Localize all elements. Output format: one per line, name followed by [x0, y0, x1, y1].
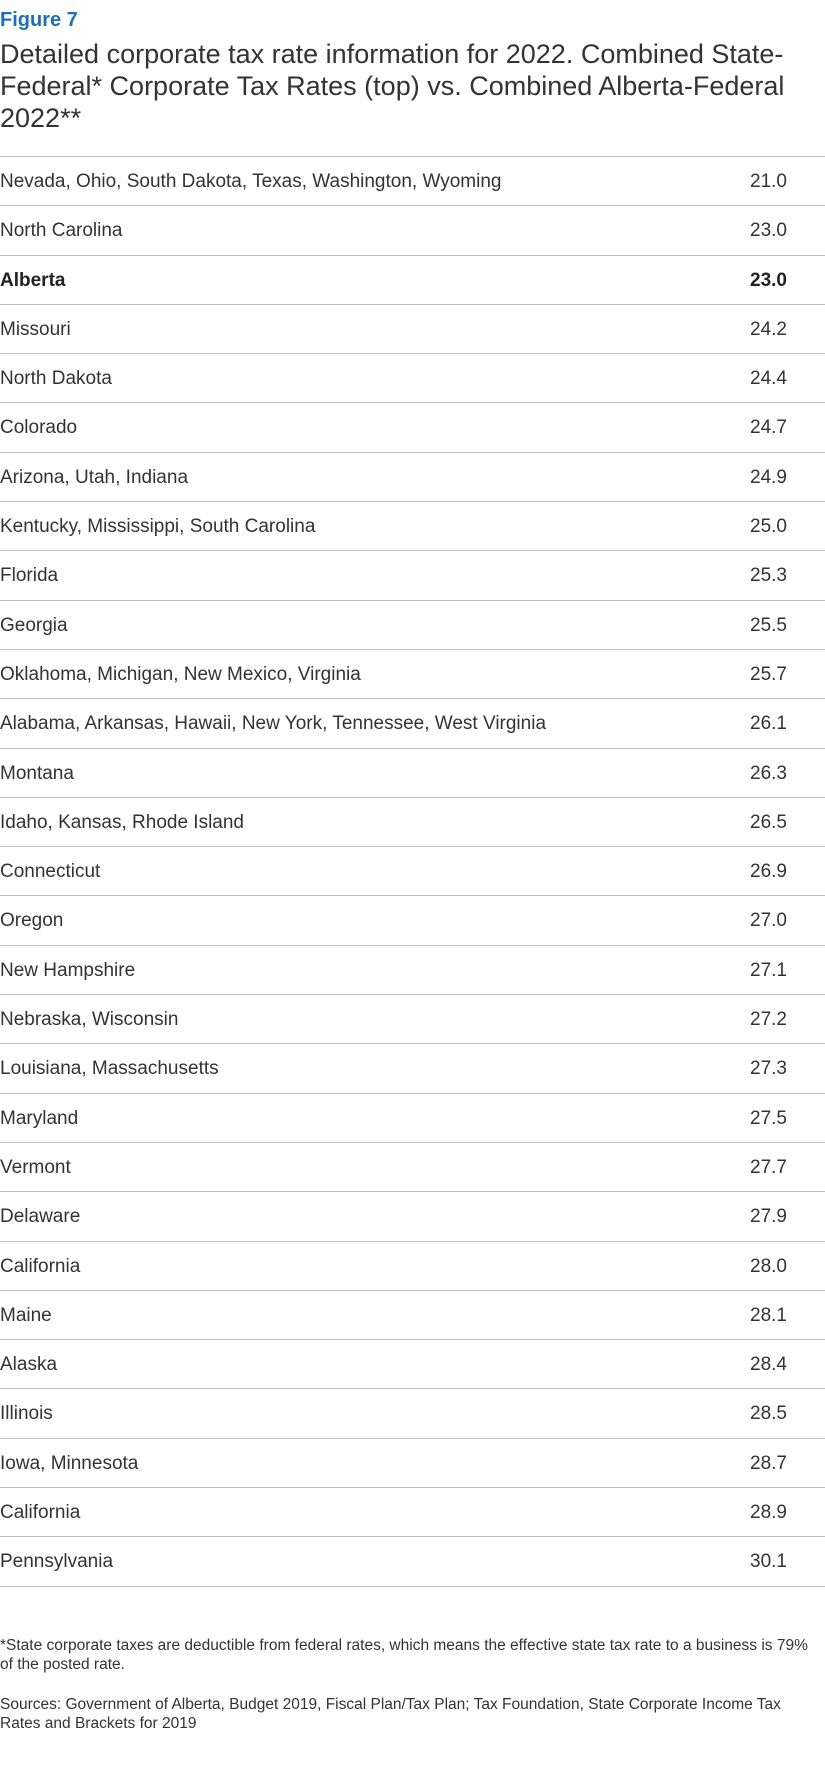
row-rate: 23.0 — [750, 220, 787, 242]
row-rate: 28.9 — [750, 1502, 787, 1524]
row-jurisdiction: Vermont — [0, 1156, 71, 1178]
table-row — [0, 354, 825, 403]
row-jurisdiction: Connecticut — [0, 861, 101, 883]
row-jurisdiction: Oklahoma, Michigan, New Mexico, Virginia — [0, 663, 361, 685]
table-row — [0, 502, 825, 551]
table-row — [0, 1439, 825, 1488]
row-jurisdiction: Alaska — [0, 1354, 58, 1376]
row-jurisdiction: Pennsylvania — [0, 1551, 114, 1573]
row-jurisdiction: Montana — [0, 762, 74, 784]
table-row — [0, 749, 825, 798]
figure-title: Detailed corporate tax rate information for 2022. Combined State-Federal* Corporate Tax Rates (top) vs. Combined Alberta-Federal 2022** — [0, 39, 785, 133]
row-rate: 27.9 — [750, 1206, 787, 1228]
table-row — [0, 699, 825, 748]
row-rate: 24.9 — [750, 466, 787, 488]
row-jurisdiction: Alabama, Arkansas, Hawaii, New York, Tennessee, West Virginia — [0, 713, 547, 735]
row-jurisdiction: Iowa, Minnesota — [0, 1452, 139, 1474]
table-row — [0, 946, 825, 995]
table-row — [0, 798, 825, 847]
row-rate: 24.2 — [750, 318, 787, 340]
row-jurisdiction: Maine — [0, 1304, 52, 1326]
row-rate: 24.7 — [750, 417, 787, 439]
table-row — [0, 1537, 825, 1586]
row-rate: 28.1 — [750, 1304, 787, 1326]
table-row — [0, 551, 825, 600]
table-row — [0, 1488, 825, 1537]
row-rate: 26.5 — [750, 811, 787, 833]
row-rate: 27.5 — [750, 1107, 787, 1129]
row-rate: 30.1 — [750, 1551, 787, 1573]
table-row — [0, 305, 825, 354]
table-row — [0, 256, 825, 305]
footnote: *State corporate taxes are deductible from federal rates, which means the effective state tax rate to a business is 79% of the posted rate. — [0, 1637, 808, 1673]
row-rate: 25.7 — [750, 663, 787, 685]
row-rate: 28.4 — [750, 1354, 787, 1376]
row-rate: 28.7 — [750, 1452, 787, 1474]
row-rate: 26.9 — [750, 861, 787, 883]
row-jurisdiction: Missouri — [0, 318, 71, 340]
table-row — [0, 601, 825, 650]
table-row — [0, 650, 825, 699]
row-jurisdiction: Louisiana, Massachusetts — [0, 1058, 219, 1080]
row-jurisdiction: New Hampshire — [0, 959, 136, 981]
row-rate: 25.0 — [750, 516, 787, 538]
row-jurisdiction: Arizona, Utah, Indiana — [0, 466, 189, 488]
row-rate: 27.2 — [750, 1009, 787, 1031]
row-jurisdiction: California — [0, 1255, 81, 1277]
row-rate: 25.3 — [750, 565, 787, 587]
row-jurisdiction: Delaware — [0, 1206, 81, 1228]
row-jurisdiction: Alberta — [0, 269, 66, 291]
table-row — [0, 1340, 825, 1389]
row-jurisdiction: North Dakota — [0, 368, 112, 390]
row-jurisdiction: Nebraska, Wisconsin — [0, 1009, 179, 1031]
table-row — [0, 1094, 825, 1143]
table-row — [0, 1143, 825, 1192]
row-rate: 28.0 — [750, 1255, 787, 1277]
table-row — [0, 157, 825, 206]
row-jurisdiction: North Carolina — [0, 220, 123, 242]
row-jurisdiction: Nevada, Ohio, South Dakota, Texas, Washington, Wyoming — [0, 171, 502, 192]
row-jurisdiction: Colorado — [0, 417, 78, 439]
row-rate: 21.0 — [750, 171, 787, 192]
table-row — [0, 206, 825, 255]
table-row — [0, 403, 825, 452]
row-rate: 27.1 — [750, 959, 787, 981]
row-jurisdiction: Maryland — [0, 1107, 79, 1129]
tax-rate-table — [0, 156, 825, 1587]
table-row — [0, 1389, 825, 1438]
table-row — [0, 453, 825, 502]
row-rate: 27.7 — [750, 1156, 787, 1178]
table-row — [0, 896, 825, 945]
row-rate: 27.3 — [750, 1058, 787, 1080]
table-row — [0, 1291, 825, 1340]
row-rate: 26.1 — [750, 713, 787, 735]
table-row — [0, 995, 825, 1044]
row-rate: 26.3 — [750, 762, 787, 784]
sources-note: Sources: Government of Alberta, Budget 2019, Fiscal Plan/Tax Plan; Tax Foundation, State Corporate Income Tax Rates and Brackets for 2019 — [0, 1696, 781, 1732]
row-jurisdiction: Oregon — [0, 910, 64, 932]
row-jurisdiction: Georgia — [0, 614, 68, 636]
row-rate: 28.5 — [750, 1403, 787, 1425]
row-jurisdiction: Florida — [0, 565, 59, 587]
row-jurisdiction: Idaho, Kansas, Rhode Island — [0, 811, 245, 833]
row-rate: 23.0 — [750, 269, 787, 291]
row-jurisdiction: Kentucky, Mississippi, South Carolina — [0, 516, 316, 538]
table-row — [0, 847, 825, 896]
table-row — [0, 1242, 825, 1291]
row-jurisdiction: California — [0, 1502, 81, 1524]
table-row — [0, 1044, 825, 1093]
row-rate: 27.0 — [750, 910, 787, 932]
table-row — [0, 1192, 825, 1241]
row-rate: 24.4 — [750, 368, 787, 390]
row-jurisdiction: Illinois — [0, 1403, 53, 1425]
row-rate: 25.5 — [750, 614, 787, 636]
figure-label: Figure 7 — [0, 9, 78, 31]
